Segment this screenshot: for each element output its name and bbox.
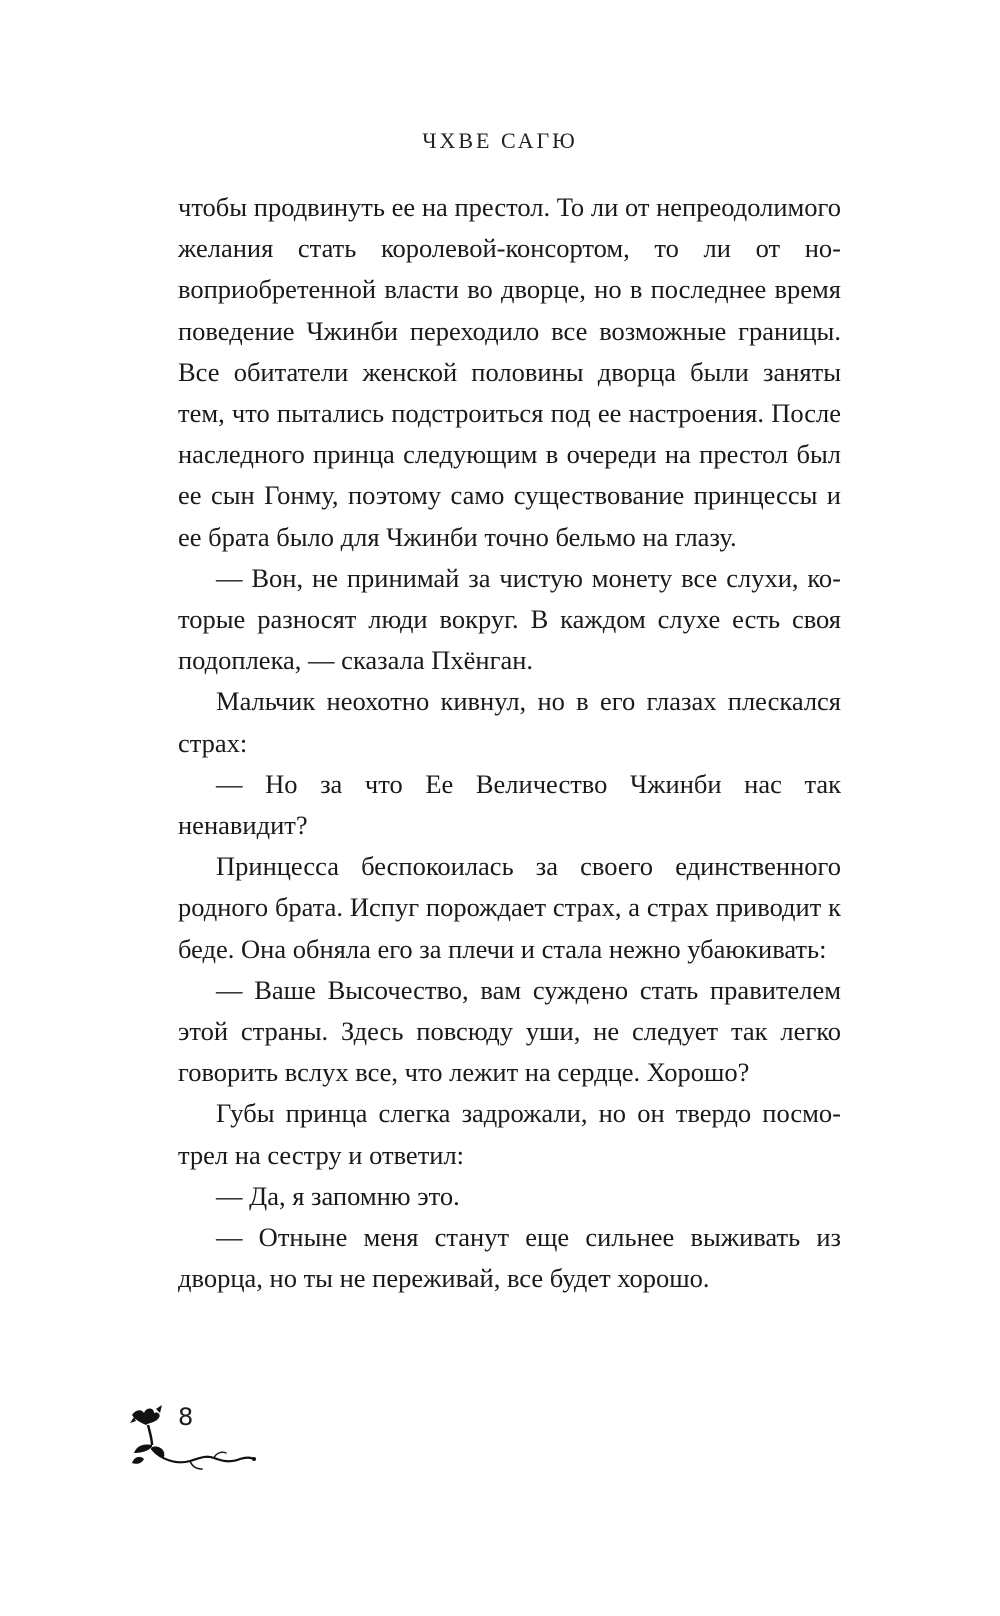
paragraph: — Да, я запомню это. (216, 1180, 460, 1211)
paragraph: — Вон, не принимай за чистую монету все слухи, которые разносят люди вокруг. В каждом слухе есть своя подоплека, — сказала Пхёнган. (178, 562, 841, 676)
page-number: 8 (178, 1403, 194, 1431)
paragraph: — Но за что Ее Величество Чжинби нас так ненавидит? (178, 768, 841, 841)
paragraph: чтобы продвинуть ее на престол. То ли от непреодолимого желания стать королевой-консортом, то ли от новоприобретенной власти во дворце, но в последнее время поведение Чжинби переходило все возможные границы. Все обитатели женской половины дворца были заняты тем, что пытались подстроиться под ее настроения. После наследного принца следующим в очереди на престол был ее сын Гонму, поэтому само существование принцессы и ее брата было для Чжинби точно бельмо на глазу. (178, 192, 841, 552)
folio (130, 1403, 270, 1473)
paragraph: Мальчик неохотно кивнул, но в его глазах плескался страх: (178, 686, 841, 758)
paragraph: — Ваше Высочество, вам суждено стать правителем этой страны. Здесь повсюду уши, не следует так легко говорить вслух все, что лежит на сердце. Хорошо? (178, 974, 841, 1088)
running-head-title: ЧХВЕ САГЮ (422, 128, 578, 153)
body-text (178, 187, 841, 1299)
floral-ornament-icon (130, 1403, 270, 1473)
paragraph: Принцесса беспокоилась за своего единственного родного брата. Испуг порождает страх, а страх приводит к беде. Она обняла его за плечи и стала нежно убаюкивать: (178, 851, 841, 964)
paragraph: — Отныне меня станут еще сильнее выживать из дворца, но ты не переживай, все будет хорошо. (178, 1222, 841, 1294)
paragraph: Губы принца слегка задрожали, но он твердо посмотрел на сестру и ответил: (178, 1098, 841, 1170)
